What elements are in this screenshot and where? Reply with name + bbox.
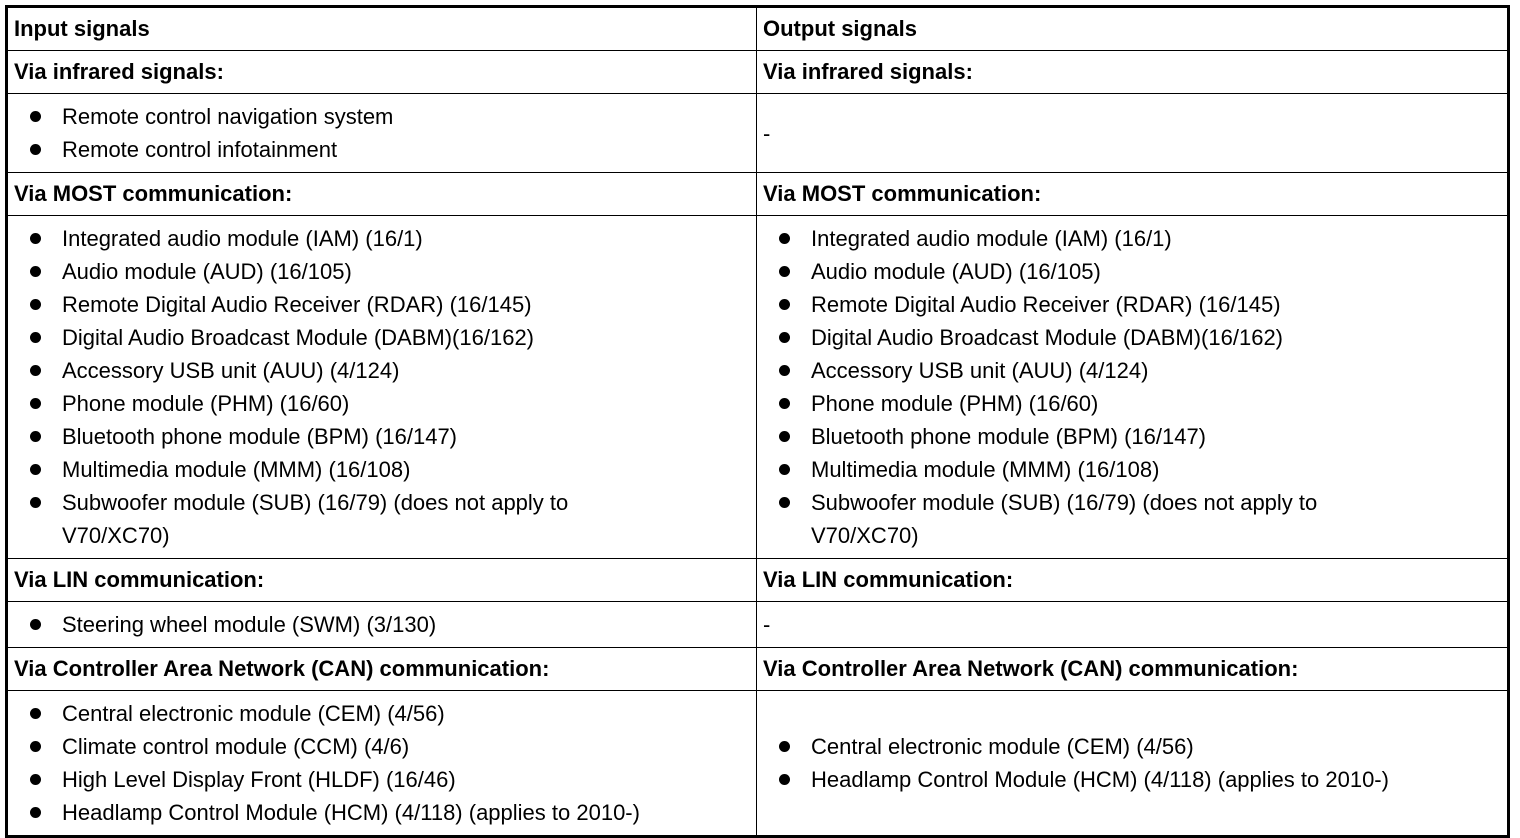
signal-list-item-text: Phone module (PHM) (16/60) bbox=[62, 391, 350, 416]
signal-list-item-text: Remote control infotainment bbox=[62, 137, 338, 162]
signal-list-item bbox=[763, 763, 1507, 796]
input-section-title: Via MOST communication: bbox=[7, 173, 757, 216]
input-signal-list bbox=[14, 94, 756, 172]
output-section-title: Via Controller Area Network (CAN) communication: bbox=[757, 648, 1509, 691]
output-signal-list bbox=[763, 724, 1507, 802]
signal-list-item-text: Remote Digital Audio Receiver (RDAR) (16/145) bbox=[811, 292, 1281, 317]
signal-list-item-text: Steering wheel module (SWM) (3/130) bbox=[62, 612, 437, 637]
signal-list-item bbox=[763, 420, 1507, 453]
input-items-cell bbox=[7, 94, 757, 173]
signal-list-item bbox=[14, 255, 756, 288]
bullet-icon bbox=[30, 266, 41, 277]
bullet-icon bbox=[30, 464, 41, 475]
bullet-icon bbox=[30, 365, 41, 376]
empty-cell-dash: - bbox=[763, 612, 771, 637]
signal-list-item bbox=[763, 222, 1507, 255]
bullet-icon bbox=[30, 708, 41, 719]
signal-list-item-text: Bluetooth phone module (BPM) (16/147) bbox=[62, 424, 458, 449]
signal-list-item bbox=[14, 486, 756, 552]
signal-list-item-text: Headlamp Control Module (HCM) (4/118) (applies to 2010-) bbox=[62, 800, 640, 825]
signal-list-item-text: Central electronic module (CEM) (4/56) bbox=[62, 701, 445, 726]
signal-list-item-text: Bluetooth phone module (BPM) (16/147) bbox=[811, 424, 1207, 449]
bullet-icon bbox=[30, 111, 41, 122]
input-items-cell bbox=[7, 216, 757, 559]
section-title-row bbox=[7, 173, 1509, 216]
signal-list-item-text: Audio module (AUD) (16/105) bbox=[811, 259, 1101, 284]
signal-list-item bbox=[14, 222, 756, 255]
input-signal-list bbox=[14, 691, 756, 835]
signal-list-item-text: Subwoofer module (SUB) (16/79) (does not apply to V70/XC70) bbox=[811, 490, 1318, 548]
signal-list-item bbox=[763, 453, 1507, 486]
signal-list-item-text: Phone module (PHM) (16/60) bbox=[811, 391, 1099, 416]
bullet-icon bbox=[30, 741, 41, 752]
input-items-cell bbox=[7, 602, 757, 648]
signal-list-item bbox=[763, 288, 1507, 321]
bullet-icon bbox=[779, 741, 790, 752]
input-signal-list bbox=[14, 602, 756, 647]
signals-table bbox=[5, 5, 1510, 838]
signal-list-item bbox=[763, 354, 1507, 387]
output-items-cell bbox=[757, 602, 1509, 648]
signal-list-item bbox=[763, 486, 1507, 552]
output-items-cell bbox=[757, 216, 1509, 559]
bullet-icon bbox=[30, 807, 41, 818]
signal-list-item-text: Headlamp Control Module (HCM) (4/118) (applies to 2010-) bbox=[811, 767, 1389, 792]
bullet-icon bbox=[30, 774, 41, 785]
signal-list-item-text: Multimedia module (MMM) (16/108) bbox=[62, 457, 411, 482]
section-items-row bbox=[7, 691, 1509, 837]
section-title-row bbox=[7, 648, 1509, 691]
bullet-icon bbox=[779, 299, 790, 310]
input-section-title: Via Controller Area Network (CAN) communication: bbox=[7, 648, 757, 691]
signals-table-body bbox=[7, 7, 1509, 837]
bullet-icon bbox=[30, 398, 41, 409]
signal-list-item-text: Digital Audio Broadcast Module (DABM)(16/162) bbox=[811, 325, 1284, 350]
input-items-cell bbox=[7, 691, 757, 837]
bullet-icon bbox=[30, 497, 41, 508]
signal-list-item-text: Accessory USB unit (AUU) (4/124) bbox=[62, 358, 400, 383]
signal-list-item bbox=[763, 387, 1507, 420]
bullet-icon bbox=[779, 398, 790, 409]
section-title-row bbox=[7, 51, 1509, 94]
bullet-icon bbox=[779, 431, 790, 442]
header-row bbox=[7, 7, 1509, 51]
signal-list-item-text: Remote Digital Audio Receiver (RDAR) (16/145) bbox=[62, 292, 532, 317]
bullet-icon bbox=[779, 266, 790, 277]
signal-list-item-text: Subwoofer module (SUB) (16/79) (does not apply to V70/XC70) bbox=[62, 490, 569, 548]
signal-list-item bbox=[14, 100, 756, 133]
bullet-icon bbox=[779, 332, 790, 343]
signal-list-item bbox=[763, 321, 1507, 354]
signal-list-item bbox=[14, 354, 756, 387]
signal-list-item-text: Integrated audio module (IAM) (16/1) bbox=[811, 226, 1172, 251]
signal-list-item bbox=[763, 255, 1507, 288]
section-items-row bbox=[7, 216, 1509, 559]
bullet-icon bbox=[779, 464, 790, 475]
signal-list-item-text: Integrated audio module (IAM) (16/1) bbox=[62, 226, 423, 251]
signal-list-item bbox=[14, 608, 756, 641]
section-title-row bbox=[7, 559, 1509, 602]
signal-list-item bbox=[14, 387, 756, 420]
output-items-cell bbox=[757, 691, 1509, 837]
signal-list-item bbox=[14, 453, 756, 486]
signal-list-item bbox=[14, 763, 756, 796]
bullet-icon bbox=[30, 431, 41, 442]
input-section-title: Via infrared signals: bbox=[7, 51, 757, 94]
bullet-icon bbox=[30, 299, 41, 310]
signal-list-item bbox=[14, 697, 756, 730]
signal-list-item bbox=[14, 730, 756, 763]
signal-list-item-text: Multimedia module (MMM) (16/108) bbox=[811, 457, 1160, 482]
signal-list-item bbox=[14, 796, 756, 829]
input-signals-header: Input signals bbox=[7, 7, 757, 51]
signal-list-item-text: High Level Display Front (HLDF) (16/46) bbox=[62, 767, 456, 792]
bullet-icon bbox=[779, 233, 790, 244]
signal-list-item bbox=[763, 730, 1507, 763]
signal-list-item-text: Central electronic module (CEM) (4/56) bbox=[811, 734, 1194, 759]
bullet-icon bbox=[30, 144, 41, 155]
signal-list-item bbox=[14, 133, 756, 166]
signal-list-item-text: Accessory USB unit (AUU) (4/124) bbox=[811, 358, 1149, 383]
output-signal-list bbox=[763, 216, 1507, 558]
signal-list-item bbox=[14, 420, 756, 453]
input-signal-list bbox=[14, 216, 756, 558]
signal-list-item-text: Remote control navigation system bbox=[62, 104, 394, 129]
output-section-title: Via infrared signals: bbox=[757, 51, 1509, 94]
signal-list-item bbox=[14, 321, 756, 354]
signal-list-item bbox=[14, 288, 756, 321]
signal-list-item-text: Climate control module (CCM) (4/6) bbox=[62, 734, 410, 759]
output-section-title: Via LIN communication: bbox=[757, 559, 1509, 602]
bullet-icon bbox=[779, 365, 790, 376]
empty-cell-dash: - bbox=[763, 120, 771, 146]
bullet-icon bbox=[30, 332, 41, 343]
bullet-icon bbox=[779, 774, 790, 785]
output-section-title: Via MOST communication: bbox=[757, 173, 1509, 216]
bullet-icon bbox=[30, 233, 41, 244]
bullet-icon bbox=[30, 619, 41, 630]
section-items-row bbox=[7, 602, 1509, 648]
input-section-title: Via LIN communication: bbox=[7, 559, 757, 602]
output-signals-header: Output signals bbox=[757, 7, 1509, 51]
signal-list-item-text: Digital Audio Broadcast Module (DABM)(16/162) bbox=[62, 325, 535, 350]
signal-list-item-text: Audio module (AUD) (16/105) bbox=[62, 259, 352, 284]
section-items-row bbox=[7, 94, 1509, 173]
bullet-icon bbox=[779, 497, 790, 508]
output-items-cell bbox=[757, 94, 1509, 173]
